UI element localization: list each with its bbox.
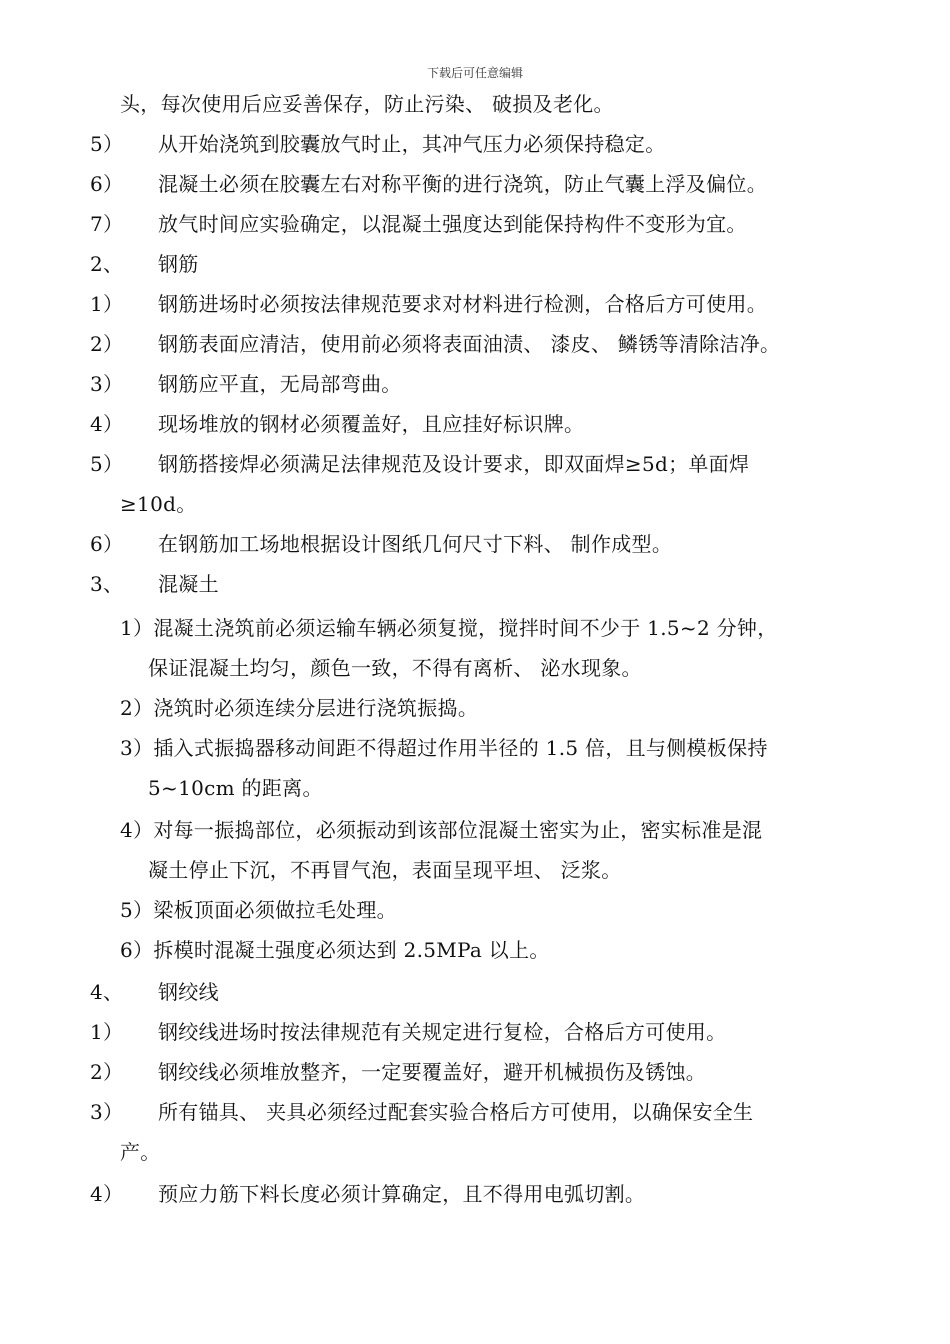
list-item: 5） 钢筋搭接焊必须满足法律规范及设计要求，即双面焊≥5d；单面焊 bbox=[90, 452, 750, 476]
section-heading: 3、 混凝土 bbox=[90, 572, 219, 596]
list-item: 5）梁板顶面必须做拉毛处理。 bbox=[120, 898, 397, 922]
list-item: 3） 钢筋应平直，无局部弯曲。 bbox=[90, 372, 402, 396]
list-item: 4） 现场堆放的钢材必须覆盖好，且应挂好标识牌。 bbox=[90, 412, 585, 436]
list-item: 3） 所有锚具、 夹具必须经过配套实验合格后方可使用，以确保安全生 bbox=[90, 1100, 754, 1124]
page-header: 下载后可任意编辑 bbox=[426, 66, 523, 80]
list-item: 1） 钢筋进场时必须按法律规范要求对材料进行检测，合格后方可使用。 bbox=[90, 292, 767, 316]
list-item: 1） 钢绞线进场时按法律规范有关规定进行复检，合格后方可使用。 bbox=[90, 1020, 727, 1044]
section-heading: 2、 钢筋 bbox=[90, 252, 199, 276]
list-item: 4） 预应力筋下料长度必须计算确定，且不得用电弧切割。 bbox=[90, 1182, 646, 1206]
list-item: 4）对每一振捣部位，必须振动到该部位混凝土密实为止，密实标准是混 bbox=[120, 818, 763, 842]
list-item: 2） 钢绞线必须堆放整齐，一定要覆盖好，避开机械损伤及锈蚀。 bbox=[90, 1060, 707, 1084]
section-heading: 4、 钢绞线 bbox=[90, 980, 219, 1004]
list-item: 5） 从开始浇筑到胶囊放气时止，其冲气压力必须保持稳定。 bbox=[90, 132, 666, 156]
list-item: 6） 混凝土必须在胶囊左右对称平衡的进行浇筑，防止气囊上浮及偏位。 bbox=[90, 172, 767, 196]
list-item: 2）浇筑时必须连续分层进行浇筑振捣。 bbox=[120, 696, 479, 720]
list-item: 1）混凝土浇筑前必须运输车辆必须复搅，搅拌时间不少于 1.5~2 分钟， bbox=[120, 616, 778, 640]
list-item-continuation: 产。 bbox=[120, 1140, 161, 1164]
list-item: 7） 放气时间应实验确定，以混凝土强度达到能保持构件不变形为宜。 bbox=[90, 212, 747, 236]
list-item-continuation: 5~10cm 的距离。 bbox=[148, 776, 323, 800]
list-item-continuation: 保证混凝土均匀，颜色一致，不得有离析、 泌水现象。 bbox=[148, 656, 642, 680]
list-item: 3）插入式振捣器移动间距不得超过作用半径的 1.5 倍，且与侧模板保持 bbox=[120, 736, 768, 760]
list-item-continuation: ≥10d。 bbox=[120, 492, 197, 516]
list-item: 2） 钢筋表面应清洁，使用前必须将表面油渍、 漆皮、 鳞锈等清除洁净。 bbox=[90, 332, 781, 356]
list-item-continuation: 凝土停止下沉，不再冒气泡，表面呈现平坦、 泛浆。 bbox=[148, 858, 622, 882]
list-item: 6） 在钢筋加工场地根据设计图纸几何尺寸下料、 制作成型。 bbox=[90, 532, 673, 556]
text-line: 头，每次使用后应妥善保存，防止污染、 破损及老化。 bbox=[120, 92, 614, 116]
list-item: 6）拆模时混凝土强度必须达到 2.5MPa 以上。 bbox=[120, 938, 550, 962]
